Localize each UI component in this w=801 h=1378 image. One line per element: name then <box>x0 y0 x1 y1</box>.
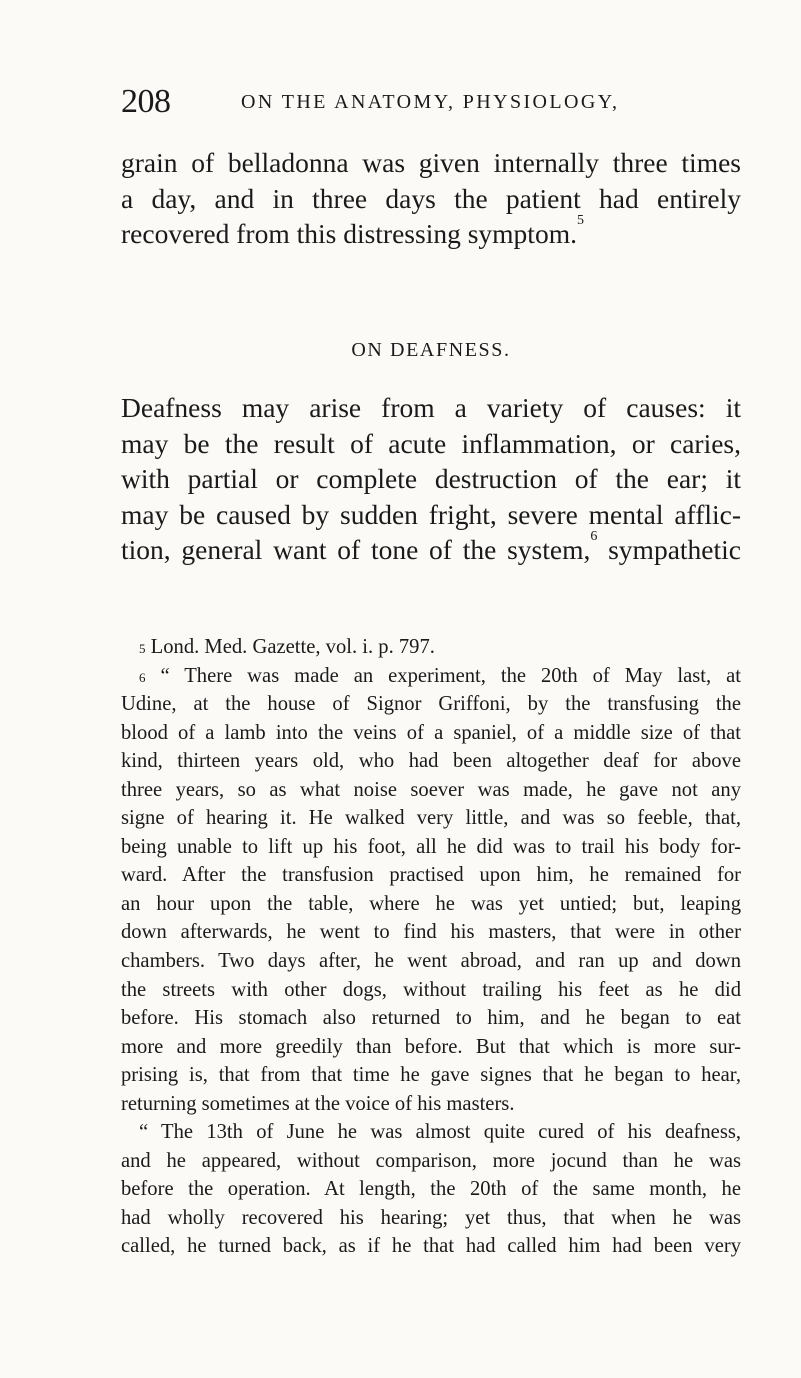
footnote-6-line: before the operation. At length, the 20th of the same month, he <box>121 1178 741 1201</box>
footnote-ref-5: 5 <box>576 213 584 228</box>
footnote-6-line: returning sometimes at the voice of his masters. <box>121 1092 515 1115</box>
text-line <box>121 213 741 252</box>
footnote-6-line: down afterwards, he went to find his masters, that were in other <box>121 921 741 944</box>
text-line: with partial or complete destruction of the ear; it <box>121 463 741 494</box>
text-line: a day, and in three days the patient had entirely <box>121 182 741 214</box>
text-line-content: sympathetic <box>597 534 741 565</box>
footnote-6-line: ward. After the transfusion practised upon him, he remained for <box>121 864 741 887</box>
text-line: may be caused by sudden fright, severe mental afflic- <box>121 498 741 530</box>
deafness-paragraph <box>121 390 741 568</box>
footnote-ref-6: 6 <box>590 529 598 544</box>
footnote-6-line: called, he turned back, as if he that had called him had been very <box>121 1235 741 1258</box>
footnote-6-line: prising is, that from that time he gave signes that he began to hear, <box>121 1064 741 1087</box>
footnote-6-line: had wholly recovered his hearing; yet thus, that when he was <box>121 1206 741 1229</box>
footnote-6-line: and he appeared, without comparison, more jocund than he was <box>121 1149 741 1172</box>
footnote-5 <box>121 633 741 662</box>
footnote-6-line: signe of hearing it. He walked very little, and was so feeble, that, <box>121 807 741 830</box>
section-title: ON DEAFNESS. <box>351 339 511 361</box>
footnotes <box>121 633 741 1261</box>
footnote-6-line: before. His stomach also returned to him, and he began to eat <box>121 1007 741 1030</box>
running-head: ON THE ANATOMY, PHYSIOLOGY, <box>241 91 620 113</box>
footnote-marker: 5 <box>139 641 146 656</box>
footnote-6-line: an hour upon the table, where he was yet untied; but, leaping <box>121 892 741 915</box>
footnote-6-line: blood of a lamb into the veins of a spaniel, of a middle size of that <box>121 721 741 744</box>
footnote-6-line: “ The 13th of June he was almost quite cured of his deafness, <box>139 1121 741 1144</box>
footnote-6-line <box>121 662 741 691</box>
page-header <box>121 82 741 122</box>
footnote-6-line: chambers. Two days after, he went abroad, and ran up and down <box>121 950 741 973</box>
footnote-marker: 6 <box>139 669 146 685</box>
footnote-6-line: more and more greedily than before. But that which is more sur- <box>121 1035 741 1058</box>
footnote-6-line: three years, so as what noise soever was made, he gave not any <box>121 778 741 801</box>
footnote-6-line: Udine, at the house of Signor Griffoni, by the transfusing the <box>121 693 741 716</box>
page-number: 208 <box>121 83 171 120</box>
text-line: Deafness may arise from a variety of causes: it <box>121 392 741 423</box>
footnote-text: Lond. Med. Gazette, vol. i. p. 797. <box>150 636 435 658</box>
text-line: may be the result of acute inflammation, or caries, <box>121 427 741 459</box>
text-line-content: recovered from this distressing symptom. <box>121 218 577 249</box>
footnote-6-line: kind, thirteen years old, who had been altogether deaf for above <box>121 750 741 773</box>
footnote-text: “ There was made an experiment, the 20th of May last, at <box>160 664 741 687</box>
text-line-content: tion, general want of tone of the system, <box>121 534 591 565</box>
footnote-6-line: the streets with other dogs, without trailing his feet as he did <box>121 978 741 1001</box>
text-line <box>121 529 741 568</box>
footnote-6-line: being unable to lift up his foot, all he did was to trail his body for- <box>121 835 741 858</box>
text-line: grain of belladonna was given internally three times <box>121 147 741 178</box>
intro-paragraph <box>121 145 741 252</box>
